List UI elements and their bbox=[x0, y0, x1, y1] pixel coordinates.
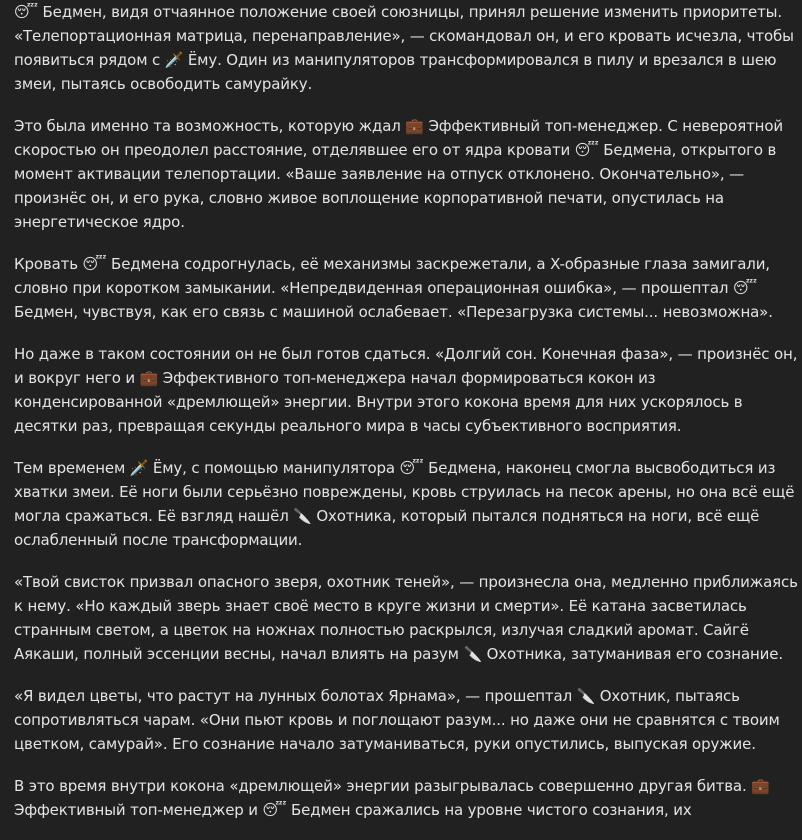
story-paragraph: Но даже в таком состоянии он не был готов сдаться. «Долгий сон. Конечная фаза», — произнёс он, и вокруг него и 💼 Эффективного топ-менеджера начал формироваться кокон из конденсированной «дремлющей» энергии. Внутри этого кокона время для них ускорялось в десятки раз, превращая секунды реального мира в часы субъективного восприятия. bbox=[14, 345, 798, 435]
story-paragraph: Тем временем 🗡️ Ёму, с помощью манипулятора 😴 Бедмена, наконец смогла высвободиться из хватки змеи. Её ноги были серьёзно повреждены, кровь струилась на песок арены, но она всё ещё могла сражаться. Её взгляд нашёл 🔪 Охотника, который пытался подняться на ноги, всё ещё ослабленный после трансформации. bbox=[14, 459, 795, 549]
story-paragraph: «Твой свисток призвал опасного зверя, охотник теней», — произнесла она, медленно приближаясь к нему. «Но каждый зверь знает своё место в круге жизни и смерти». Её катана засветилась странным светом, а цветок на ножнах полностью раскрылся, излучая сладкий аромат. Сайгё Аякаши, полный эссенции весны, начал влиять на разум 🔪 Охотника, затуманивая его сознание. bbox=[14, 573, 798, 663]
story-text bbox=[14, 0, 798, 840]
story-paragraph: Кровать 😴 Бедмена содрогнулась, её механизмы заскрежетали, а X-образные глаза замигали, словно при коротком замыкании. «Непредвиденная операционная ошибка», — прошептал 😴 Бедмен, чувствуя, как его связь с машиной ослабевает. «Перезагрузка системы... невозможна». bbox=[14, 255, 773, 321]
story-paragraph: Это была именно та возможность, которую ждал 💼 Эффективный топ-менеджер. С невероятной скоростью он преодолел расстояние, отделявшее его от ядра кровати 😴 Бедмена, открытого в момент активации телепортации. «Ваше заявление на отпуск отклонено. Окончательно», — произнёс он, и его рука, словно живое воплощение корпоративной печати, опустилась на энергетическое ядро. bbox=[14, 117, 783, 231]
story-paragraph: «Я видел цветы, что растут на лунных болотах Ярнама», — прошептал 🔪 Охотник, пытаясь сопротивляться чарам. «Они пьют кровь и поглощают разум... но даже они не сравнятся с твоим цветком, самурай». Его сознание начало затуманиваться, руки опустились, выпуская оружие. bbox=[14, 687, 780, 753]
story-paragraph: 😴 Бедмен, видя отчаянное положение своей союзницы, принял решение изменить приоритеты. «Телепортационная матрица, перенаправление», — скомандовал он, и его кровать исчезла, чтобы появиться рядом с 🗡️ Ёму. Один из манипуляторов трансформировался в пилу и врезался в шею змеи, пытаясь освободить самурайку. bbox=[14, 3, 794, 93]
story-paragraph: В это время внутри кокона «дремлющей» энергии разыгрывалась совершенно другая битва. 💼 Эффективный топ-менеджер и 😴 Бедмен сражались на уровне чистого сознания, их bbox=[14, 777, 770, 819]
